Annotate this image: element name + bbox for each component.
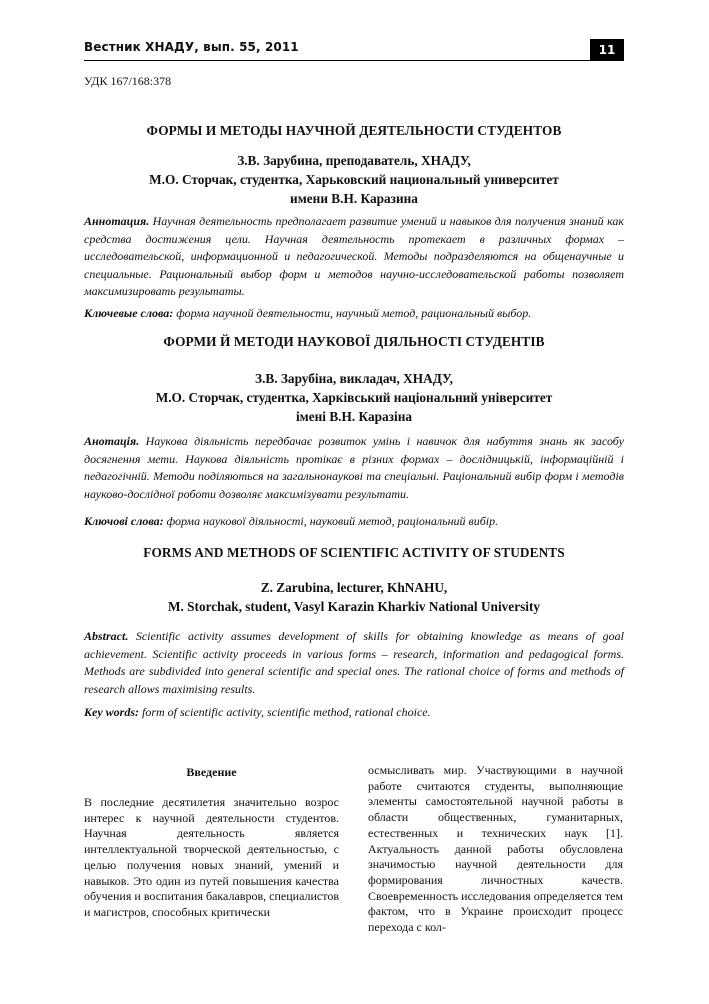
ru-keywords-text: форма научной деятельности, научный метод, рациональный выбор. [173, 306, 532, 320]
ua-keywords-text: форма наукової діяльності, науковий метод, раціональний вибір. [163, 514, 499, 528]
en-title: FORMS AND METHODS OF SCIENTIFIC ACTIVITY OF STUDENTS [143, 545, 565, 560]
ua-author-line-3: імені В.Н. Каразіна [295, 409, 413, 424]
journal-running-header: Вестник ХНАДУ, вып. 55, 2011 [84, 40, 299, 54]
ru-author-line-1: З.В. Зарубина, преподаватель, ХНАДУ, [237, 153, 471, 168]
en-keywords-text: form of scientific activity, scientific method, rational choice. [139, 705, 431, 719]
body-paragraph-right: осмысливать мир. Участвующими в научной работе считаются студенты, выполняющие элементы самостоятельной научной работы в области общественных, гуманитарных, естественных и технических наук [1]. Актуальность данной работы обусловлена значимостью научной деятельности для формирования личностных качеств. Своевременность исследования определяется тем фактом, что в Украине происходит процесс перехода с кол- [368, 763, 623, 935]
ua-title: ФОРМИ Й МЕТОДИ НАУКОВОЇ ДІЯЛЬНОСТІ СТУДЕНТІВ [163, 334, 545, 349]
ua-keywords-label: Ключові слова: [84, 514, 164, 528]
ru-abstract [84, 213, 624, 301]
introduction-heading: Введение [186, 765, 237, 779]
ru-keywords [84, 306, 624, 321]
en-keywords [84, 705, 624, 720]
ru-author-line-2: М.О. Сторчак, студентка, Харьковский национальный университет [149, 172, 559, 187]
en-abstract [84, 628, 624, 698]
ua-abstract-label: Анотація. [84, 434, 140, 448]
ua-authors [84, 369, 624, 426]
ru-keywords-label: Ключевые слова: [84, 306, 174, 320]
body-column-right [368, 763, 623, 936]
ru-abstract-text: Научная деятельность предполагает развитие умений и навыков для получения знаний как средства достижения цели. Научная деятельность протекает в различных формах – исследовательской, информационной и педагогической. Методы подразделяются на общенаучные и специальные. Рациональный выбор форм и методов научно-исследовательской работы позволяет максимизировать результаты. [84, 214, 624, 298]
en-keywords-label: Key words: [84, 705, 139, 719]
ru-title: ФОРМЫ И МЕТОДЫ НАУЧНОЙ ДЕЯТЕЛЬНОСТИ СТУДЕНТОВ [146, 123, 562, 138]
ua-abstract [84, 433, 624, 503]
en-abstract-label: Abstract. [84, 629, 129, 643]
ru-authors [84, 151, 624, 208]
ru-abstract-label: Аннотация. [84, 214, 150, 228]
ru-author-line-3: имени В.Н. Каразина [290, 191, 418, 206]
body-paragraph-left: В последние десятилетия значительно возрос интерес к научной деятельности студентов. Научная деятельность является интеллектуальной творческой деятельностью, с целью получения новых знаний, умений и навыков. Это один из путей повышения качества обучения и воспитания бакалавров, специалистов и магистров, способных критически [84, 795, 339, 919]
ua-abstract-text: Наукова діяльність передбачає розвиток умінь і навичок для набуття знань як засобу досягнення мети. Наукова діяльність протікає в різних формах – дослідницькій, інформаційній і педагогічній. Методи поділяються на загальнонаукові та спеціальні. Раціональний вибір форм і методів науково-дослідної роботи дозволяє максимізувати результати. [84, 434, 624, 501]
page-number-badge: 11 [590, 39, 624, 61]
en-author-line-2: M. Storchak, student, Vasyl Karazin Kharkiv National University [167, 599, 541, 614]
ua-keywords [84, 514, 624, 529]
en-authors [84, 578, 624, 616]
udk-code: УДК 167/168:378 [84, 74, 172, 88]
ua-author-line-1: З.В. Зарубіна, викладач, ХНАДУ, [255, 371, 453, 386]
en-abstract-text: Scientific activity assumes development of skills for obtaining knowledge as means of goal achievement. Scientific activity proceeds in various forms – research, information and pedagogical forms. Methods are subdivided into general scientific and special ones. The rational choice of forms and methods of research allows maximising results. [84, 629, 624, 696]
header-rule [84, 60, 624, 61]
en-author-line-1: Z. Zarubina, lecturer, KhNAHU, [260, 580, 448, 595]
body-column-left [84, 795, 339, 921]
ua-author-line-2: М.О. Сторчак, студентка, Харківський національний університет [155, 390, 553, 405]
